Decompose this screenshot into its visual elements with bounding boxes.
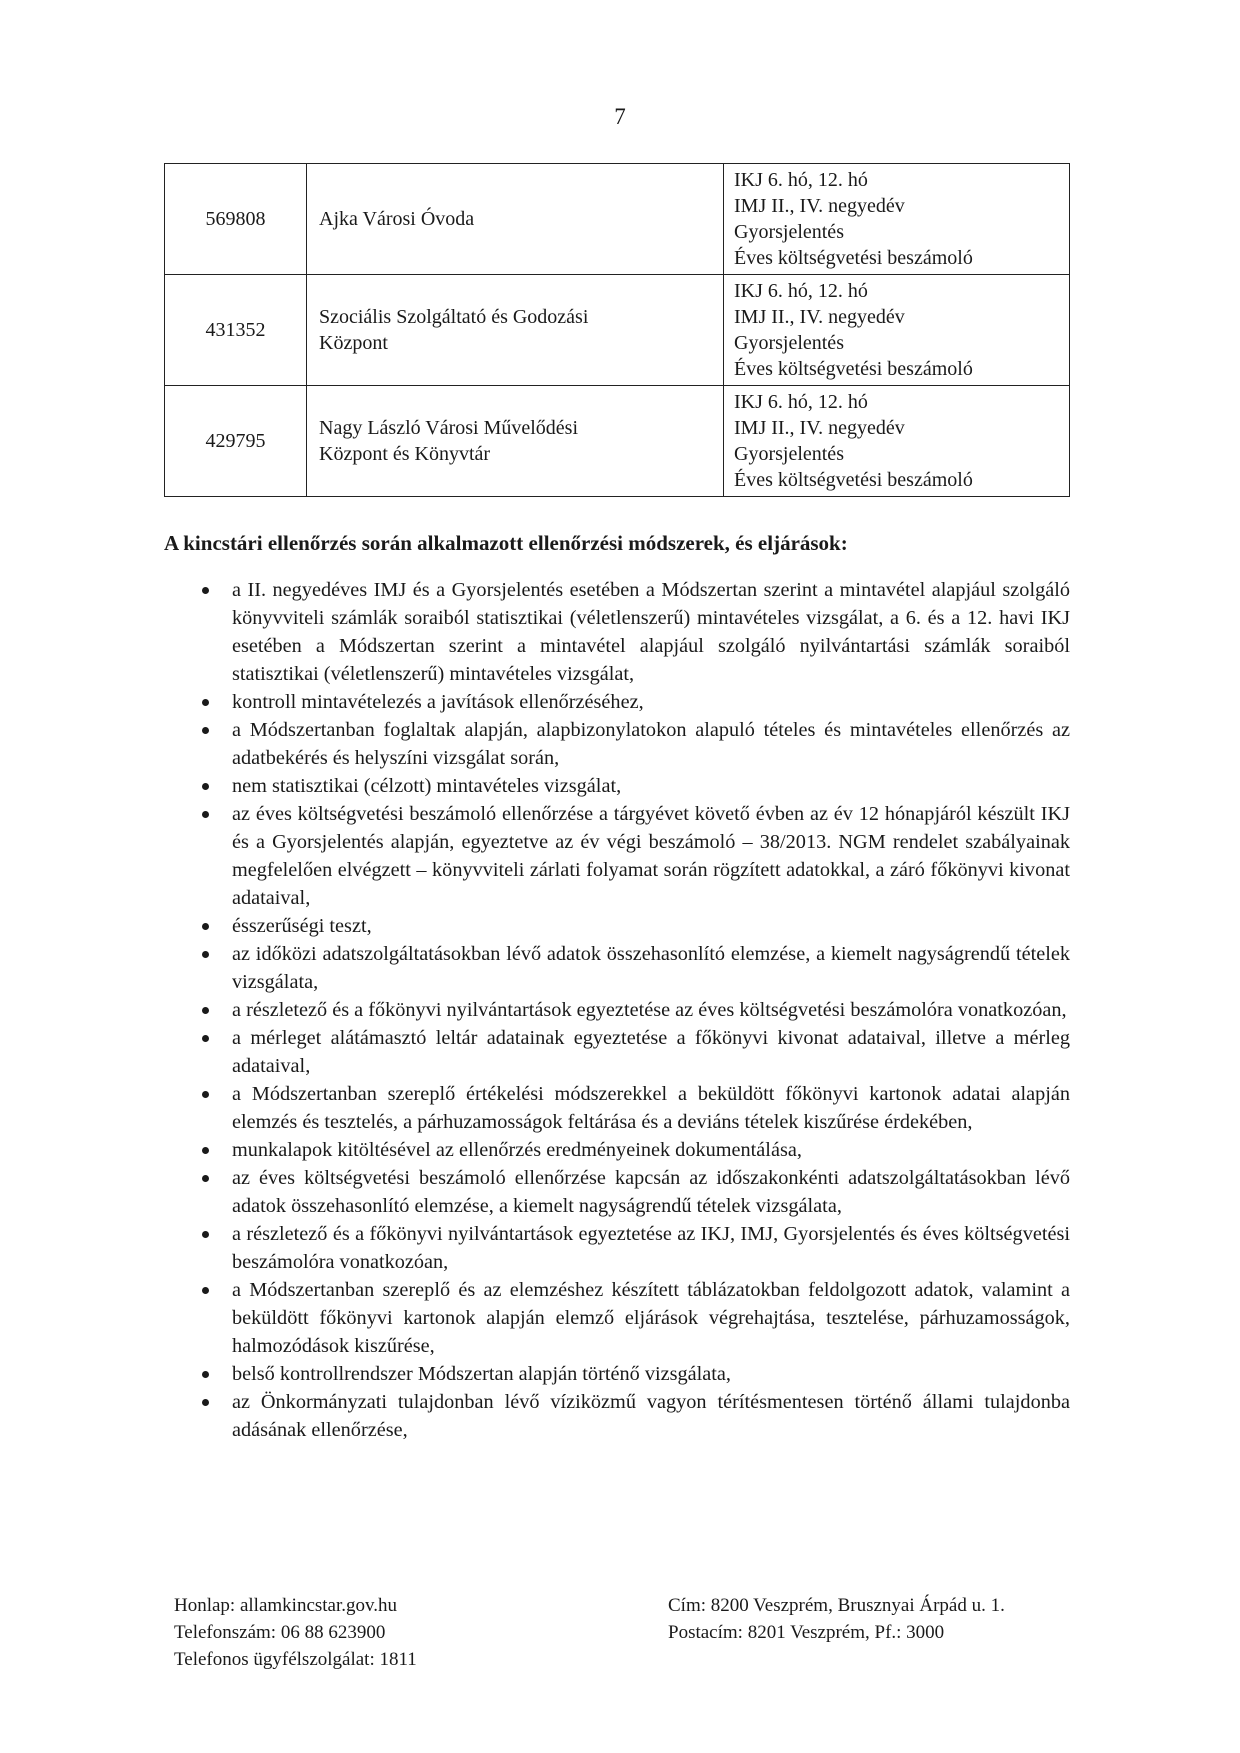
method-text: a II. negyedéves IMJ és a Gyorsjelentés esetében a Módszertan szerint a mintavétel alapjául szolgáló könyvviteli számlák soraiból statisztikai (véletlenszerű) mintavételes vizsgálat, a 6. és a 12. havi IKJ esetében a Módszertan szerint a mintavétel alapjául szolgáló nyilvántartási számlák soraiból statisztikai (véletlenszerű) mintavételes vizsgálat, <box>232 579 1070 685</box>
entity-reports <box>724 386 1070 497</box>
bullet-icon <box>202 1231 209 1238</box>
report-line: IKJ 6. hó, 12. hó <box>734 169 868 191</box>
list-item <box>164 1024 1070 1080</box>
report-line: IKJ 6. hó, 12. hó <box>734 391 868 413</box>
report-line: IKJ 6. hó, 12. hó <box>734 280 868 302</box>
table-row <box>165 164 1070 275</box>
bullet-icon <box>202 699 209 706</box>
entity-name <box>307 164 724 275</box>
bullet-icon <box>202 1175 209 1182</box>
method-text: a mérleget alátámasztó leltár adatainak egyeztetése a főkönyvi kivonat adataival, illetve a mérleg adataival, <box>232 1027 1070 1077</box>
method-text: a Módszertanban szereplő és az elemzéshez készített táblázatokban feldolgozott adatok, valamint a beküldött főkönyvi kartonok alapján elemző eljárások végrehajtása, tesztelése, párhuzamosságok, halmozódások kiszűrése, <box>232 1279 1070 1357</box>
bullet-icon <box>202 783 209 790</box>
bullet-icon <box>202 1287 209 1294</box>
bullet-icon <box>202 923 209 930</box>
footer-address: Cím: 8200 Veszprém, Brusznyai Árpád u. 1. <box>668 1595 1005 1616</box>
report-line: Gyorsjelentés <box>734 443 844 465</box>
list-item <box>164 912 1070 940</box>
report-line: Gyorsjelentés <box>734 221 844 243</box>
entity-table <box>164 163 1070 497</box>
bullet-icon <box>202 1035 209 1042</box>
bullet-icon <box>202 811 209 818</box>
list-item <box>164 940 1070 996</box>
table-row <box>165 275 1070 386</box>
entity-name-line: Központ és Könyvtár <box>319 443 491 465</box>
method-text: belső kontrollrendszer Módszertan alapján történő vizsgálata, <box>232 1363 731 1385</box>
list-item <box>164 1388 1070 1444</box>
report-line: IMJ II., IV. negyedév <box>734 306 905 328</box>
report-line: IMJ II., IV. negyedév <box>734 195 905 217</box>
entity-reports <box>724 164 1070 275</box>
footer-contact-left <box>174 1592 417 1673</box>
footer-contact-right <box>668 1592 1005 1646</box>
list-item <box>164 1276 1070 1360</box>
method-text: munkalapok kitöltésével az ellenőrzés eredményeinek dokumentálása, <box>232 1139 802 1161</box>
report-line: Gyorsjelentés <box>734 332 844 354</box>
footer-phone: Telefonszám: 06 88 623900 <box>174 1622 386 1643</box>
method-text: az Önkormányzati tulajdonban lévő víziközmű vagyon térítésmentesen történő állami tulajdonba adásának ellenőrzése, <box>232 1391 1070 1441</box>
method-text: a Módszertanban foglaltak alapján, alapbizonylatokon alapuló tételes és mintavételes ellenőrzés az adatbekérés és helyszíni vizsgálat során, <box>232 719 1070 769</box>
bullet-icon <box>202 1399 209 1406</box>
report-line: Éves költségvetési beszámoló <box>734 358 973 380</box>
entity-name-line: Központ <box>319 332 388 354</box>
bullet-icon <box>202 1147 209 1154</box>
entity-name-line: Ajka Városi Óvoda <box>319 208 475 230</box>
list-item <box>164 716 1070 772</box>
list-item <box>164 1164 1070 1220</box>
method-text: az éves költségvetési beszámoló ellenőrzése a tárgyévet követő évben az év 12 hónapjáról készült IKJ és a Gyorsjelentés alapján, egyeztetve az év végi beszámoló – 38/2013. NGM rendelet szabályainak megfelelően elvégzett – könyvviteli zárlati folyamat során rögzített adatokkal, a záró főkönyvi kivonat adataival, <box>232 803 1070 909</box>
method-text: kontroll mintavételezés a javítások ellenőrzéséhez, <box>232 691 644 713</box>
list-item <box>164 1080 1070 1136</box>
entity-name <box>307 275 724 386</box>
entity-id: 429795 <box>165 386 307 497</box>
page-number: 7 <box>614 104 626 129</box>
bullet-icon <box>202 1091 209 1098</box>
list-item <box>164 800 1070 912</box>
bullet-icon <box>202 587 209 594</box>
list-item <box>164 576 1070 688</box>
report-line: Éves költségvetési beszámoló <box>734 247 973 269</box>
method-text: az éves költségvetési beszámoló ellenőrzése kapcsán az időszakonkénti adatszolgáltatásokban lévő adatok összehasonlító elemzése, a kiemelt nagyságrendű tételek vizsgálata, <box>232 1167 1070 1217</box>
footer-website: Honlap: allamkincstar.gov.hu <box>174 1595 398 1616</box>
list-item <box>164 1136 1070 1164</box>
list-item <box>164 996 1070 1024</box>
entity-name-line: Nagy László Városi Művelődési <box>319 417 579 439</box>
report-line: Éves költségvetési beszámoló <box>734 469 973 491</box>
bullet-icon <box>202 951 209 958</box>
method-text: a Módszertanban szereplő értékelési módszerekkel a beküldött főkönyvi kartonok adatai alapján elemzés és tesztelés, a párhuzamosságok feltárása és a deviáns tételek kiszűrése érdekében, <box>232 1083 1070 1133</box>
method-text: ésszerűségi teszt, <box>232 915 372 937</box>
list-item <box>164 1360 1070 1388</box>
bullet-icon <box>202 1371 209 1378</box>
footer-postal-address: Postacím: 8201 Veszprém, Pf.: 3000 <box>668 1622 945 1643</box>
section-heading: A kincstári ellenőrzés során alkalmazott ellenőrzési módszerek, és eljárások: <box>164 531 848 555</box>
method-text: a részletező és a főkönyvi nyilvántartások egyeztetése az éves költségvetési beszámolóra vonatkozóan, <box>232 999 1067 1021</box>
list-item <box>164 688 1070 716</box>
methods-list <box>164 576 1070 1444</box>
bullet-icon <box>202 1007 209 1014</box>
method-text: nem statisztikai (célzott) mintavételes vizsgálat, <box>232 775 622 797</box>
method-text: a részletező és a főkönyvi nyilvántartások egyeztetése az IKJ, IMJ, Gyorsjelentés és éves költségvetési beszámolóra vonatkozóan, <box>232 1223 1070 1273</box>
list-item <box>164 772 1070 800</box>
entity-id: 431352 <box>165 275 307 386</box>
method-text: az időközi adatszolgáltatásokban lévő adatok összehasonlító elemzése, a kiemelt nagyságrendű tételek vizsgálata, <box>232 943 1070 993</box>
entity-id: 569808 <box>165 164 307 275</box>
bullet-icon <box>202 727 209 734</box>
list-item <box>164 1220 1070 1276</box>
table-row <box>165 386 1070 497</box>
entity-reports <box>724 275 1070 386</box>
entity-name <box>307 386 724 497</box>
entity-name-line: Szociális Szolgáltató és Godozási <box>319 306 589 328</box>
footer-helpdesk: Telefonos ügyfélszolgálat: 1811 <box>174 1649 417 1670</box>
report-line: IMJ II., IV. negyedév <box>734 417 905 439</box>
